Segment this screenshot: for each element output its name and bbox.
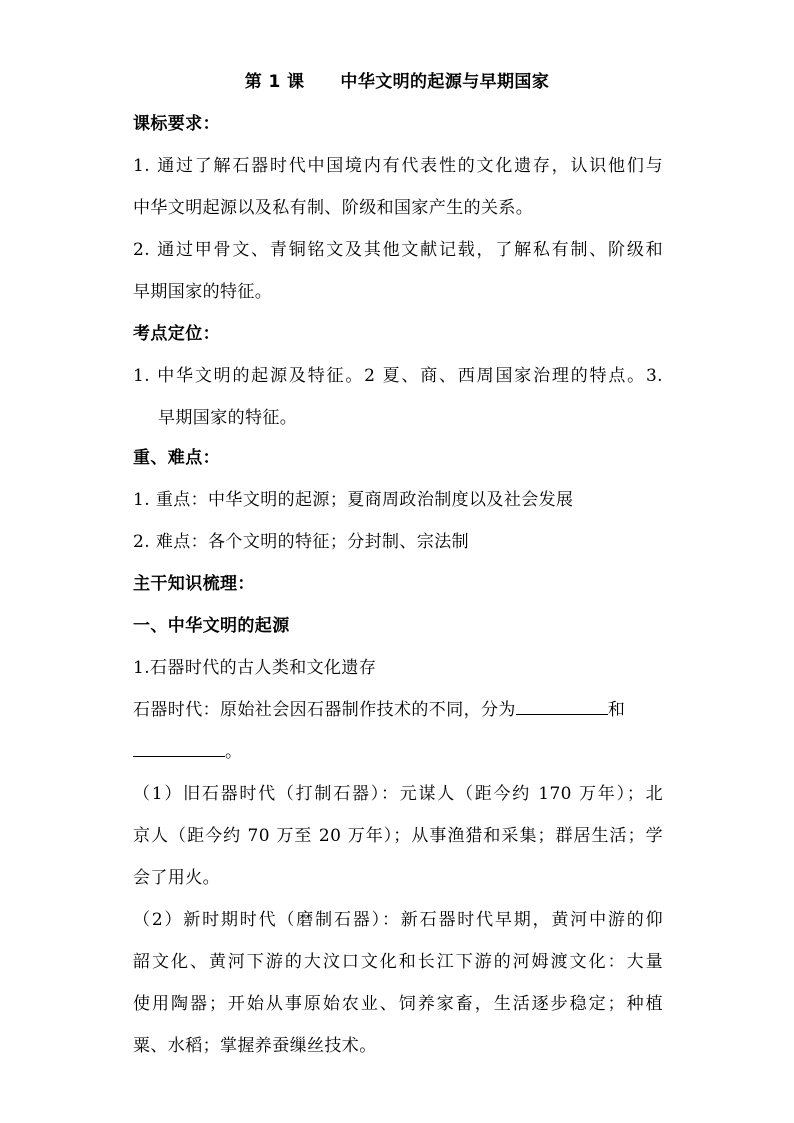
paleolithic-line-1: （1）旧石器时代（打制石器）：元谋人（距今约 170 万年）；北 (133, 784, 663, 804)
key-point-2: 2. 难点：各个文明的特征；分封制、宗法制 (133, 532, 470, 552)
key-heading: 重、难点： (133, 448, 220, 468)
sub1-heading: 1.石器时代的古人类和文化遗存 (133, 658, 377, 678)
stone-age-text: 石器时代：原始社会因石器制作技术的不同，分为 (133, 700, 516, 720)
part1-heading: 一、中华文明的起源 (133, 616, 290, 636)
lesson-number: 第 1 课 (244, 72, 305, 92)
standards-heading: 课标要求： (133, 114, 220, 134)
standards-item-1-line-2: 中华文明起源以及私有制、阶级和国家产生的关系。 (133, 198, 534, 218)
neolithic-line-2: 韶文化、黄河下游的大汶口文化和长江下游的河姆渡文化：大量 (133, 952, 663, 972)
paleolithic-line-2: 京人（距今约 70 万至 20 万年）；从事渔猎和采集；群居生活；学 (133, 826, 663, 846)
neolithic-line-3: 使用陶器；开始从事原始农业、饲养家畜，生活逐步稳定；种植 (133, 994, 663, 1014)
standards-item-1-line-1: 1. 通过了解石器时代中国境内有代表性的文化遗存，认识他们与 (133, 156, 663, 176)
standards-item-2-line-2: 早期国家的特征。 (133, 282, 273, 302)
points-item-line-1: 1. 中华文明的起源及特征。2 夏、商、西周国家治理的特点。3. (133, 366, 663, 386)
fill-blank-2[interactable] (133, 742, 225, 757)
page-title (0, 70, 794, 94)
standards-item-2-line-1: 2. 通过甲骨文、青铜铭文及其他文献记载，了解私有制、阶级和 (133, 240, 663, 260)
points-item-line-2: 早期国家的特征。 (158, 408, 298, 428)
paleolithic-line-3: 会了用火。 (133, 868, 220, 888)
neolithic-line-1: （2）新时期时代（磨制石器）：新石器时代早期，黄河中游的仰 (133, 910, 663, 930)
stone-age-line-1 (133, 698, 625, 722)
stone-age-and: 和 (607, 700, 626, 720)
stone-age-end: 。 (225, 742, 243, 762)
key-point-1: 1. 重点：中华文明的起源；夏商周政治制度以及社会发展 (133, 490, 574, 510)
main-heading: 主干知识梳理： (133, 574, 255, 594)
fill-blank-1[interactable] (516, 700, 608, 715)
neolithic-line-4: 粟、水稻；掌握养蚕缫丝技术。 (133, 1036, 377, 1056)
points-heading: 考点定位： (133, 324, 220, 344)
lesson-name: 中华文明的起源与早期国家 (340, 72, 550, 92)
stone-age-line-2 (133, 740, 242, 764)
